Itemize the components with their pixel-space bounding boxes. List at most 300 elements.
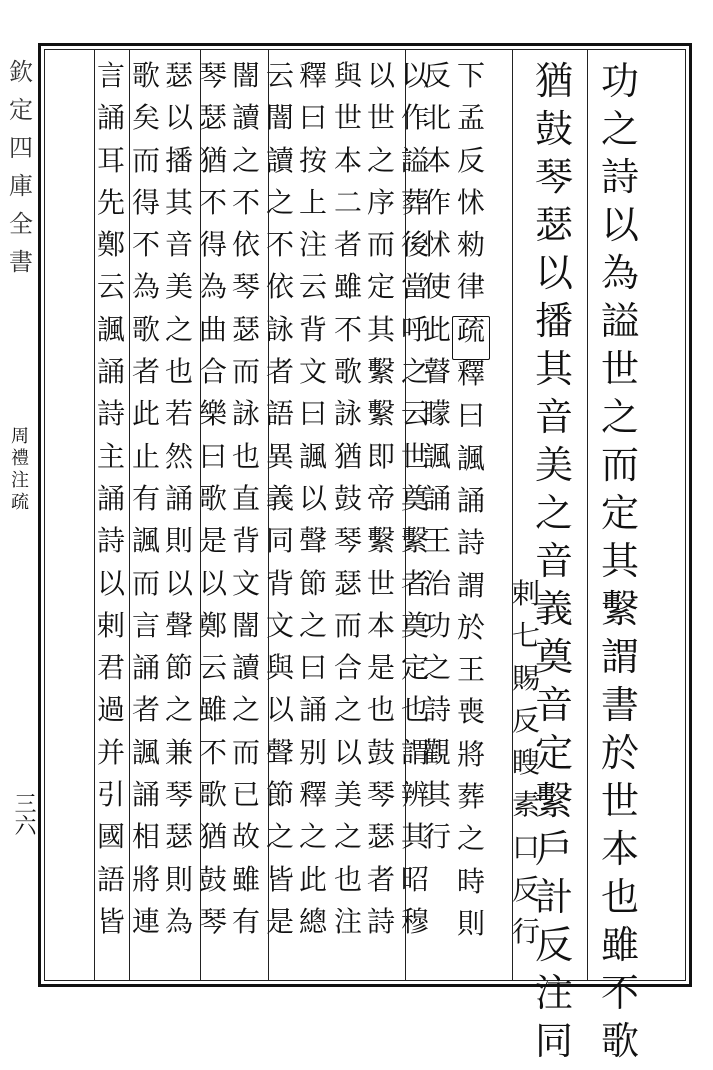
margin-section-title — [8, 428, 32, 516]
text-char: 矇 — [422, 397, 451, 431]
text-char: 繫 — [600, 587, 639, 631]
text-char: 以 — [534, 251, 573, 295]
text-char: 誦 — [96, 101, 125, 135]
text-char: 猶 — [198, 820, 227, 854]
text-char: 不 — [265, 228, 294, 262]
text-char: 闇 — [231, 608, 260, 642]
text-char: 謚 — [600, 299, 639, 343]
text-char: 序 — [366, 185, 395, 219]
text-char: 定 — [600, 491, 639, 535]
text-char: 歌 — [198, 778, 227, 812]
text-char: 鄭 — [96, 228, 125, 262]
text-char: 相 — [131, 820, 160, 854]
text-char: 上 — [298, 185, 327, 219]
text-char: 詩 — [600, 155, 639, 199]
text-char: 已 — [231, 778, 260, 812]
text-column — [128, 59, 164, 950]
text-char: 下 — [456, 59, 485, 92]
text-char: 之 — [265, 820, 294, 854]
text-char: 與 — [265, 651, 294, 685]
text-char: 於 — [600, 731, 639, 775]
text-char: 以 — [333, 735, 362, 769]
text-char: 為 — [600, 251, 639, 295]
text-char: 此 — [131, 397, 160, 431]
text-column — [363, 59, 399, 950]
text-char: 讀 — [231, 101, 260, 135]
text-char: 而 — [231, 355, 260, 389]
column-rule — [512, 49, 513, 981]
text-char: 不 — [131, 228, 160, 262]
text-char: 之 — [534, 491, 573, 535]
text-char: 樂 — [198, 397, 227, 431]
text-char: 之 — [333, 820, 362, 854]
margin-subtitle-char: 周 — [11, 426, 29, 447]
text-char: 詩 — [96, 397, 125, 431]
text-char: 其 — [400, 820, 429, 854]
text-char: 聲 — [265, 735, 294, 769]
text-char: 世 — [600, 347, 639, 391]
text-char: 背 — [231, 524, 260, 558]
text-column — [161, 59, 197, 950]
text-char: 琴 — [231, 270, 260, 304]
text-char: 即 — [366, 439, 395, 473]
text-char: 若 — [164, 397, 193, 431]
text-char: 云 — [400, 397, 429, 431]
text-char: 誦 — [422, 481, 451, 515]
text-char: 文 — [265, 608, 294, 642]
text-char: 反 — [534, 923, 573, 967]
text-char: 定 — [366, 270, 395, 304]
text-char: 者 — [366, 862, 395, 896]
text-char: 文 — [231, 566, 260, 600]
text-char: 為 — [164, 904, 193, 938]
text-char: 兼 — [164, 735, 193, 769]
text-char: 也 — [400, 693, 429, 727]
text-char: 合 — [198, 355, 227, 389]
text-char: 義 — [265, 481, 294, 515]
text-char: 讀 — [265, 143, 294, 177]
text-char: 疏 — [452, 316, 490, 360]
text-char: 止 — [131, 439, 160, 473]
text-char: 歌 — [131, 312, 160, 346]
text-char: 此 — [422, 312, 451, 346]
text-char: 音 — [164, 228, 193, 262]
text-char: 後 — [400, 228, 429, 262]
text-char: 過 — [96, 693, 125, 727]
margin-subtitle-char: 注 — [11, 470, 29, 491]
text-char: 於 — [456, 610, 485, 644]
text-char: 之 — [422, 651, 451, 685]
text-char: 引 — [96, 778, 125, 812]
text-char: 繫 — [400, 524, 429, 558]
text-char: 君 — [96, 651, 125, 685]
text-char: 闇 — [231, 59, 260, 92]
text-char: 以 — [96, 566, 125, 600]
text-char: 鼓 — [198, 862, 227, 896]
text-char: 世 — [366, 101, 395, 135]
text-char: 而 — [131, 143, 160, 177]
text-char: 然 — [164, 439, 193, 473]
text-char: 作 — [400, 101, 429, 135]
text-column — [295, 59, 331, 950]
text-char: 不 — [198, 735, 227, 769]
text-char: 言 — [131, 608, 160, 642]
text-char: 而 — [600, 443, 639, 487]
text-char: 背 — [265, 566, 294, 600]
text-char: 矣 — [131, 101, 160, 135]
margin-book-title — [6, 60, 36, 288]
text-char: 而 — [131, 566, 160, 600]
text-char: 謂 — [400, 735, 429, 769]
text-char: 呼 — [400, 312, 429, 346]
text-char: 注 — [333, 904, 362, 938]
text-char: 世 — [333, 101, 362, 135]
text-char: 之 — [265, 185, 294, 219]
margin-title-char: 庫 — [9, 172, 33, 200]
text-char: 之 — [164, 693, 193, 727]
text-char: 諷 — [131, 735, 160, 769]
text-char: 鼓 — [333, 481, 362, 515]
text-char: 反 — [511, 873, 540, 907]
text-char: 耳 — [96, 143, 125, 177]
margin-subtitle-char: 疏 — [11, 492, 29, 513]
text-char: 昭 — [400, 862, 429, 896]
text-char: 之 — [164, 312, 193, 346]
text-char: 背 — [298, 312, 327, 346]
text-column — [597, 59, 643, 1070]
text-char: 以 — [198, 566, 227, 600]
text-char: 觀 — [422, 735, 451, 769]
text-char: 為 — [131, 270, 160, 304]
text-char: 釋 — [298, 778, 327, 812]
text-char: 音 — [534, 539, 573, 583]
text-char: 之 — [333, 693, 362, 727]
text-char: 不 — [600, 971, 639, 1015]
text-char: 使 — [422, 270, 451, 304]
text-char: 按 — [298, 143, 327, 177]
text-char: 不 — [198, 185, 227, 219]
text-char: 則 — [456, 906, 485, 940]
text-char: 美 — [534, 443, 573, 487]
text-char: 則 — [164, 524, 193, 558]
text-char: 鼓 — [534, 107, 573, 151]
text-char: 功 — [422, 608, 451, 642]
text-char: 瞍 — [511, 746, 540, 780]
text-char: 繫 — [366, 524, 395, 558]
text-char: 者 — [333, 228, 362, 262]
text-char: 節 — [164, 651, 193, 685]
text-char: 直 — [231, 481, 260, 515]
text-char: 琴 — [366, 778, 395, 812]
text-char: 諷 — [131, 524, 160, 558]
text-char: 之 — [231, 693, 260, 727]
text-char: 詩 — [96, 524, 125, 558]
margin-title-char: 四 — [9, 134, 33, 162]
text-char: 謂 — [456, 568, 485, 602]
text-char: 謚 — [400, 143, 429, 177]
text-char: 瑟 — [164, 59, 193, 92]
text-char: 七 — [511, 619, 540, 653]
text-char: 不 — [333, 312, 362, 346]
text-char: 依 — [265, 270, 294, 304]
text-char: 剌 — [511, 577, 540, 610]
text-char: 琴 — [198, 59, 227, 92]
text-char: 同 — [534, 1019, 573, 1063]
text-char: 以 — [298, 481, 327, 515]
text-char: 曰 — [198, 439, 227, 473]
text-char: 音 — [534, 683, 573, 727]
text-char: 合 — [333, 651, 362, 685]
text-char: 葬 — [400, 185, 429, 219]
text-char: 曰 — [298, 651, 327, 685]
column-rule — [129, 49, 130, 981]
text-char: 瑟 — [198, 101, 227, 135]
text-char: 辨 — [400, 778, 429, 812]
text-char: 之 — [600, 395, 639, 439]
column-rule — [587, 49, 588, 981]
text-char: 琴 — [333, 524, 362, 558]
text-char: 也 — [231, 439, 260, 473]
text-char: 曰 — [456, 399, 485, 433]
text-char: 喪 — [456, 695, 485, 729]
text-char: 并 — [96, 735, 125, 769]
text-char: 定 — [534, 731, 573, 775]
text-char: 歌 — [198, 481, 227, 515]
text-char: 穆 — [400, 904, 429, 938]
text-char: 主 — [96, 439, 125, 473]
text-char: 以 — [265, 693, 294, 727]
text-char: 美 — [164, 270, 193, 304]
text-char: 得 — [198, 228, 227, 262]
text-char: 猶 — [333, 439, 362, 473]
text-char: 者 — [265, 355, 294, 389]
text-char: 則 — [164, 862, 193, 896]
text-char: 之 — [366, 143, 395, 177]
text-char: 釋 — [456, 357, 485, 391]
text-char: 本 — [422, 143, 451, 177]
text-char: 為 — [198, 270, 227, 304]
text-char: 行 — [422, 820, 451, 854]
text-char: 同 — [265, 524, 294, 558]
text-column — [452, 59, 490, 952]
text-column — [508, 577, 544, 961]
text-char: 依 — [231, 228, 260, 262]
text-char: 之 — [400, 355, 429, 389]
text-char: 雖 — [198, 693, 227, 727]
text-char: 誦 — [96, 481, 125, 515]
text-char: 也 — [600, 875, 639, 919]
text-char: 猶 — [534, 59, 573, 103]
text-char: 闇 — [265, 101, 294, 135]
text-char: 其 — [366, 312, 395, 346]
text-char: 别 — [298, 735, 327, 769]
text-char: 戶 — [534, 827, 573, 871]
margin-title-char: 書 — [9, 248, 33, 276]
text-char: 曰 — [298, 397, 327, 431]
text-char: 之 — [298, 608, 327, 642]
text-char: 義 — [534, 587, 573, 631]
text-char: 曲 — [198, 312, 227, 346]
text-char: 瑟 — [534, 203, 573, 247]
text-char: 二 — [333, 185, 362, 219]
text-char: 素 — [511, 788, 540, 822]
page-number: 三六 — [11, 792, 36, 836]
text-char: 行 — [511, 915, 540, 949]
text-char: 注 — [298, 228, 327, 262]
text-char: 世 — [400, 439, 429, 473]
text-char: 聲 — [164, 608, 193, 642]
column-rule — [200, 49, 201, 981]
text-char: 反 — [456, 143, 485, 177]
text-char: 以 — [366, 59, 395, 92]
text-char: 者 — [131, 693, 160, 727]
text-char: 北 — [422, 101, 451, 135]
text-char: 美 — [333, 778, 362, 812]
text-char: 雖 — [231, 862, 260, 896]
column-rule — [405, 49, 406, 981]
text-char: 不 — [231, 185, 260, 219]
text-column — [330, 59, 366, 950]
text-char: 瑟 — [366, 820, 395, 854]
text-char: 也 — [164, 355, 193, 389]
text-char: 瞽 — [422, 355, 451, 389]
text-char: 讀 — [231, 651, 260, 685]
text-char: 琴 — [198, 904, 227, 938]
text-char: 以 — [600, 203, 639, 247]
text-char: 是 — [366, 651, 395, 685]
text-char: 孟 — [456, 101, 485, 135]
text-char: 賜 — [511, 661, 540, 695]
text-char: 作 — [422, 185, 451, 219]
text-char: 以 — [164, 101, 193, 135]
text-char: 而 — [231, 735, 260, 769]
text-char: 詠 — [333, 397, 362, 431]
margin-title-char: 定 — [9, 96, 33, 124]
text-char: 聲 — [298, 524, 327, 558]
text-char: 語 — [96, 862, 125, 896]
text-char: 功 — [600, 59, 639, 103]
text-char: 諷 — [456, 441, 485, 475]
text-char: 曰 — [298, 101, 327, 135]
text-char: 口 — [511, 830, 540, 864]
text-char: 將 — [131, 862, 160, 896]
text-char: 皆 — [96, 904, 125, 938]
text-char: 者 — [400, 566, 429, 600]
text-char: 云 — [265, 59, 294, 92]
text-char: 歌 — [333, 355, 362, 389]
text-char: 定 — [400, 651, 429, 685]
text-char: 異 — [265, 439, 294, 473]
text-char: 播 — [164, 143, 193, 177]
text-char: 有 — [131, 481, 160, 515]
text-char: 有 — [231, 904, 260, 938]
margin-title-char: 全 — [9, 210, 33, 238]
text-char: 誦 — [298, 693, 327, 727]
text-char: 瑟 — [333, 566, 362, 600]
text-char: 世 — [600, 779, 639, 823]
text-char: 當 — [400, 270, 429, 304]
text-char: 王 — [422, 524, 451, 558]
text-char: 以 — [164, 566, 193, 600]
text-char: 誦 — [131, 778, 160, 812]
text-char: 云 — [198, 651, 227, 685]
text-char: 勑 — [456, 228, 485, 262]
text-char: 鼓 — [366, 735, 395, 769]
text-column — [397, 59, 433, 950]
text-char: 詩 — [456, 526, 485, 560]
text-char: 雖 — [333, 270, 362, 304]
text-char: 言 — [96, 59, 125, 92]
text-char: 世 — [366, 566, 395, 600]
text-char: 治 — [422, 566, 451, 600]
text-char: 詩 — [422, 693, 451, 727]
text-char: 剌 — [96, 608, 125, 642]
text-char: 詩 — [366, 904, 395, 938]
text-char: 琴 — [164, 778, 193, 812]
text-char: 釋 — [298, 59, 327, 92]
text-char: 播 — [534, 299, 573, 343]
text-char: 注 — [534, 971, 573, 1015]
text-char: 繫 — [366, 355, 395, 389]
text-char: 得 — [131, 185, 160, 219]
text-char: 奠 — [400, 608, 429, 642]
text-char: 瑟 — [231, 312, 260, 346]
text-char: 連 — [131, 904, 160, 938]
text-char: 雖 — [600, 923, 639, 967]
text-char: 之 — [298, 820, 327, 854]
text-char: 奠 — [534, 635, 573, 679]
text-char: 琴 — [534, 155, 573, 199]
text-char: 將 — [456, 737, 485, 771]
text-char: 本 — [333, 143, 362, 177]
text-char: 以 — [400, 59, 429, 92]
text-char: 也 — [333, 862, 362, 896]
margin-title-char: 欽 — [9, 58, 33, 86]
text-char: 奠 — [400, 481, 429, 515]
text-char: 鄭 — [198, 608, 227, 642]
text-char: 之 — [600, 107, 639, 151]
text-column — [228, 59, 264, 950]
text-char: 繫 — [366, 397, 395, 431]
text-char: 王 — [456, 653, 485, 687]
text-char: 計 — [534, 875, 573, 919]
text-char: 諷 — [298, 439, 327, 473]
text-char: 云 — [96, 270, 125, 304]
text-char: 本 — [366, 608, 395, 642]
text-char: 帝 — [366, 481, 395, 515]
column-rule — [268, 49, 269, 981]
text-char: 其 — [534, 347, 573, 391]
text-char: 詠 — [265, 312, 294, 346]
text-char: 誦 — [456, 483, 485, 517]
text-char: 文 — [298, 355, 327, 389]
text-char: 誦 — [164, 481, 193, 515]
text-char: 是 — [265, 904, 294, 938]
text-char: 詠 — [231, 397, 260, 431]
text-char: 歌 — [131, 59, 160, 92]
text-char: 誦 — [131, 651, 160, 685]
text-char: 其 — [422, 778, 451, 812]
text-char: 反 — [422, 59, 451, 92]
text-char: 書 — [600, 683, 639, 727]
text-char: 是 — [198, 524, 227, 558]
text-char: 謂 — [600, 635, 639, 679]
text-char: 怵 — [456, 185, 485, 219]
text-char: 律 — [456, 270, 485, 304]
text-char: 之 — [456, 822, 485, 856]
text-char: 其 — [164, 185, 193, 219]
text-char: 國 — [96, 820, 125, 854]
